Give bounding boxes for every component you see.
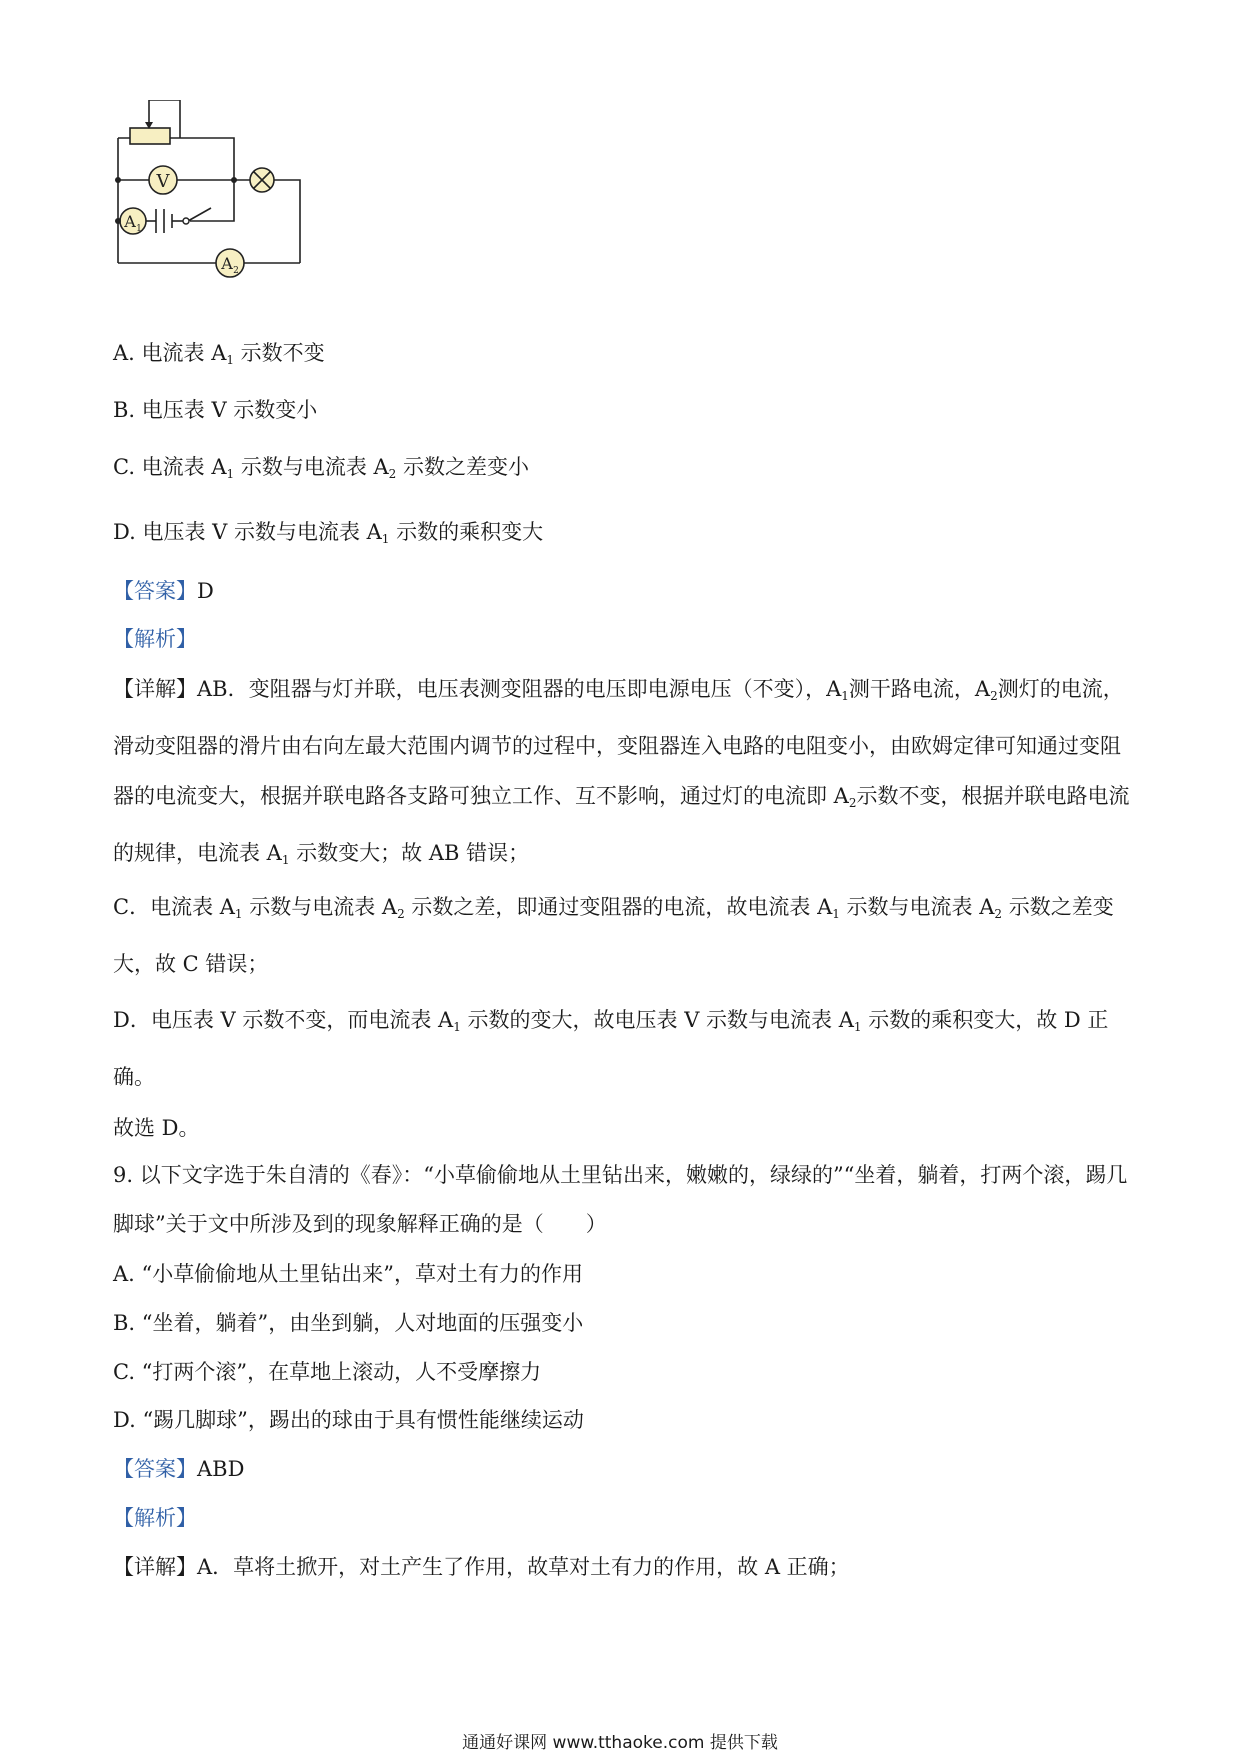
- q8-conclusion: 故选 D。: [113, 1116, 200, 1140]
- option-d: D. 电压表 V 示数与电流表 $A_1$ 示数的乘积变大: [113, 520, 544, 546]
- q8-detail-d: D．电压表 V 示数不变，而电流表 $A_1$ 示数的变大，故电压表 V 示数与电流表 $A_1$ 示数的乘积变大，故 D 正确。: [113, 1008, 1109, 1089]
- option-c: C. 电流表 $A_1$ 示数与电流表 $A_2$ 示数之差变小: [113, 455, 529, 481]
- circuit-diagram: [110, 100, 350, 310]
- switch-contact: [183, 218, 189, 224]
- ammeter-a1: [120, 208, 146, 234]
- svg-text:V: V: [156, 171, 170, 192]
- rheostat: [130, 128, 170, 144]
- q9-option-d: D. “踢几脚球”，踢出的球由于具有惯性能继续运动: [113, 1408, 584, 1432]
- q8-analysis-label: 【解析】: [113, 627, 197, 651]
- svg-text:1: 1: [136, 224, 142, 234]
- q9-option-a: A. “小草偷偷地从土里钻出来”，草对土有力的作用: [113, 1262, 583, 1286]
- battery: [156, 209, 172, 233]
- svg-text:2: 2: [233, 266, 239, 276]
- lamp: [250, 168, 274, 192]
- footer-source: 通通好课网 www.tthaoke.com 提供下载: [462, 1733, 778, 1753]
- svg-text:A: A: [221, 254, 233, 273]
- q8-answer: 【答案】D: [113, 579, 214, 603]
- option-b: B. 电压表 V 示数变小: [113, 398, 318, 422]
- q8-detail-c: C．电流表 $A_1$ 示数与电流表 $A_2$ 示数之差，即通过变阻器的电流，故电流表 $A_1$ 示数与电流表 $A_2$ 示数之差变大，故 C 错误；: [113, 895, 1114, 976]
- q9-answer: 【答案】ABD: [113, 1457, 245, 1481]
- answer-label: 【答案】: [113, 579, 197, 603]
- q9-option-b: B. “坐着，躺着”，由坐到躺，人对地面的压强变小: [113, 1311, 584, 1335]
- q8-detail-ab: 【详解】AB．变阻器与灯并联，电压表测变阻器的电压即电源电压（不变），$A_1$测干路电流，$A_2$测灯的电流，滑动变阻器的滑片由右向左最大范围内调节的过程中，变阻器连入电路的电阻变小，由欧姆定律可知通过变阻器的电流变大，根据并联电路各支路可独立工作、互不影响，通过灯的电流即 $A_2$示数不变，根据并联电路电流的规律，电流表 $A_1$ 示数变大；故 AB 错误；: [113, 677, 1130, 867]
- q9-stem: 9. 以下文字选于朱自清的《春》：“小草偷偷地从土里钻出来，嫩嫩的，绿绿的”“坐着，躺着，打两个滚，踢几脚球”关于文中所涉及到的现象解释正确的是（ ）: [113, 1163, 1128, 1236]
- q9-option-c: C. “打两个滚”，在草地上滚动，人不受摩擦力: [113, 1360, 542, 1384]
- ammeter-a2: [216, 249, 244, 277]
- q9-analysis-label: 【解析】: [113, 1506, 197, 1530]
- option-a: A. 电流表 $A_1$ 示数不变: [113, 341, 325, 367]
- q9-detail-a: 【详解】A．草将土掀开，对土产生了作用，故草对土有力的作用，故 A 正确；: [113, 1555, 850, 1579]
- svg-text:A: A: [124, 212, 136, 231]
- voltmeter: [149, 166, 177, 194]
